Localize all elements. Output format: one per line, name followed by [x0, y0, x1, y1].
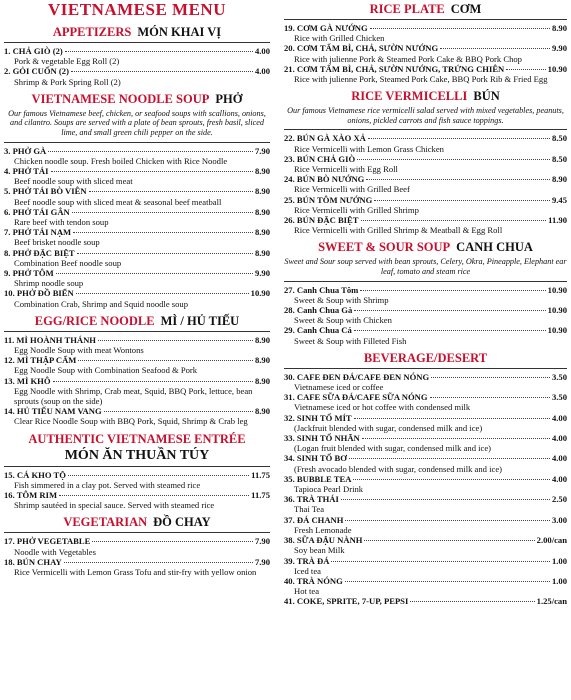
- dot-leader: [59, 495, 249, 496]
- menu-item: [284, 556, 567, 576]
- menu-item-description: Rice Vermicelli with Lemon Grass Tofu and stir-fry with yellow onion: [14, 567, 257, 578]
- divider: [284, 368, 567, 369]
- entree-heading: [4, 432, 270, 464]
- menu-item-name: 2. GỎI CUỐN (2): [4, 66, 69, 77]
- menu-item: [4, 355, 270, 375]
- menu-item: [284, 174, 567, 194]
- dot-leader: [73, 232, 253, 233]
- menu-item: [4, 46, 270, 66]
- beverage-heading-en: BEVERAGE/DESERT: [363, 350, 488, 365]
- menu-item-row: [284, 174, 567, 184]
- dot-leader: [51, 171, 253, 172]
- menu-item: [4, 335, 270, 355]
- menu-item-description: Rice Vermicelli with Egg Roll: [294, 164, 398, 175]
- menu-item-price: 4.00: [254, 66, 270, 77]
- menu-item-description: Shrimp sautéed in special sauce. Served with steamed rice: [14, 500, 215, 511]
- menu-item-description: Beef brisket noodle soup: [14, 237, 100, 248]
- menu-item-description: Vietnamese iced or coffee: [294, 382, 384, 393]
- dot-leader: [354, 330, 546, 331]
- menu-item-description: Thai Tea: [294, 504, 325, 515]
- menu-item-row: [284, 305, 567, 315]
- menu-item-description: (Jackfruit blended with sugar, condensed milk and ice): [294, 422, 483, 433]
- menu-item-description: Beef noodle soup with sliced meat & seasonal beef meatball: [14, 196, 222, 207]
- sour-soup-list: [284, 285, 567, 346]
- divider: [284, 129, 567, 130]
- menu-item-description: Combination Beef noodle soup: [14, 257, 122, 268]
- left-column: [4, 0, 270, 577]
- entree-heading-vi: MÓN ĂN THUẦN TÚY: [64, 447, 210, 463]
- menu-item: [284, 474, 567, 494]
- menu-item: [284, 392, 567, 412]
- menu-item-name: 14. HỦ TIẾU NAM VANG: [4, 406, 102, 417]
- menu-title: VIETNAMESE MENU: [48, 0, 226, 19]
- menu-item-row: [4, 335, 270, 345]
- menu-item-name: 35. BUBBLE TEA: [284, 473, 352, 484]
- menu-item-row: [4, 490, 270, 500]
- menu-item-row: [284, 515, 567, 525]
- dot-leader: [56, 273, 253, 274]
- menu-item: [284, 325, 567, 345]
- menu-item-row: [4, 66, 270, 76]
- menu-item: [4, 557, 270, 577]
- menu-item-row: [284, 596, 567, 606]
- dot-leader: [64, 562, 253, 563]
- menu-item-row: [284, 392, 567, 402]
- dot-leader: [368, 138, 550, 139]
- pho-heading-vi: PHỞ: [215, 91, 243, 106]
- menu-item-description: Chicken noodle soup. Fresh boiled Chicken with Rice Noodle: [14, 155, 228, 166]
- menu-item-price: 10.90: [250, 288, 270, 299]
- menu-item-name: 24. BÚN BÒ NƯỚNG: [284, 174, 365, 185]
- menu-item-name: 27. Canh Chua Tôm: [284, 284, 359, 295]
- dot-leader: [345, 520, 550, 521]
- pho-heading: [4, 92, 270, 107]
- egg-noodle-heading-vi: MÌ / HỦ TIẾU: [160, 313, 240, 328]
- menu-item: [4, 166, 270, 186]
- menu-item-row: [284, 474, 567, 484]
- menu-item-price: 10.90: [547, 284, 567, 295]
- menu-item: [284, 372, 567, 392]
- menu-item-price: 7.90: [254, 536, 270, 547]
- menu-item-name: 19. CƠM GÀ NƯỚNG: [284, 23, 368, 33]
- menu-item: [284, 43, 567, 63]
- menu-item-row: [284, 535, 567, 545]
- vegetarian-list: [4, 536, 270, 577]
- appetizers-heading-vi: MÓN KHAI VỊ: [137, 25, 222, 39]
- menu-item-name: 13. MÌ KHÔ: [4, 375, 51, 386]
- menu-item-row: [4, 536, 270, 546]
- menu-item-description: Pork & vegetable Egg Roll (2): [14, 56, 120, 67]
- dot-leader: [104, 411, 253, 412]
- right-column: [284, 0, 567, 607]
- menu-item-name: 32. SINH TỐ MÍT: [284, 412, 352, 423]
- divider: [4, 142, 270, 143]
- menu-item: [284, 453, 567, 473]
- divider: [4, 42, 270, 43]
- menu-item-row: [4, 557, 270, 567]
- menu-item-price: 8.90: [254, 186, 270, 197]
- menu-item: [284, 305, 567, 325]
- menu-item-row: [284, 215, 567, 225]
- menu-item: [4, 66, 270, 86]
- menu-item-description: Clear Rice Noodle Soup with BBQ Pork, Squid, Shrimp & Crab leg: [14, 416, 248, 427]
- menu-item-row: [284, 576, 567, 586]
- menu-item-description: (Fresh avocado blended with sugar, condensed milk and ice): [294, 463, 502, 474]
- dot-leader: [65, 51, 253, 52]
- menu-item-name: 41. COKE, SPRITE, 7-UP, PEPSI: [284, 596, 409, 607]
- dot-leader: [431, 377, 550, 378]
- menu-item-name: 9. PHỞ TÔM: [4, 268, 54, 279]
- menu-item-name: 16. TÔM RIM: [4, 490, 58, 501]
- menu-item: [284, 596, 567, 606]
- menu-item-price: 9.45: [551, 194, 567, 205]
- dot-leader: [68, 475, 249, 476]
- menu-item-description: (Logan fruit blended with sugar, condensed milk and ice): [294, 443, 492, 454]
- menu-item-row: [284, 285, 567, 295]
- menu-item-description: Fresh Lemonade: [294, 524, 352, 535]
- menu-item-name: 4. PHỞ TÁI: [4, 166, 49, 176]
- dot-leader: [354, 310, 545, 311]
- menu-item-row: [284, 133, 567, 143]
- menu-item: [4, 146, 270, 166]
- sour-soup-note: Sweet and Sour soup served with bean sprouts, Celery, Okra, Pineapple, Elephant ear leaf, tomato and steam rice: [284, 257, 567, 277]
- menu-item-name: 11. MÌ HOÀNH THÁNH: [4, 334, 96, 345]
- dot-leader: [360, 290, 545, 291]
- menu-item-description: Rice with Grilled Chicken: [294, 33, 385, 44]
- menu-item: [284, 23, 567, 43]
- menu-item-name: 33. SINH TỐ NHÃN: [284, 433, 360, 444]
- menu-item-price: 10.90: [547, 305, 567, 316]
- menu-item: [284, 285, 567, 305]
- menu-item-price: 8.90: [254, 206, 270, 217]
- menu-item-row: [4, 227, 270, 237]
- menu-item-description: Fish simmered in a clay pot. Served with steamed rice: [14, 479, 201, 490]
- menu-item-description: Combination Crab, Shrimp and Squid noodle soup: [14, 298, 189, 309]
- dot-leader: [349, 458, 550, 459]
- beverage-list: [284, 372, 567, 607]
- menu-item-row: [284, 433, 567, 443]
- dot-leader: [354, 418, 550, 419]
- menu-item-name: 12. MÌ THẬP CẨM: [4, 355, 77, 366]
- vermicelli-heading-en: RICE VERMICELLI: [351, 89, 468, 104]
- dot-leader: [410, 601, 534, 602]
- sour-soup-heading-en: SWEET & SOUR SOUP: [318, 240, 451, 255]
- rice-plate-list: [284, 23, 567, 84]
- menu-item-description: Rice Vermicelli with Grilled Shrimp & Meatball & Egg Roll: [294, 225, 503, 236]
- menu-item-name: 29. Canh Chua Cá: [284, 325, 352, 336]
- dot-leader: [71, 71, 253, 72]
- menu-item: [4, 248, 270, 268]
- dot-leader: [362, 438, 550, 439]
- entree-list: [4, 470, 270, 511]
- menu-item-price: 9.90: [254, 268, 270, 279]
- menu-item-price: 8.50: [551, 153, 567, 164]
- appetizers-heading-en: APPETIZERS: [52, 25, 132, 39]
- dot-leader: [341, 499, 550, 500]
- menu-item: [284, 576, 567, 596]
- menu-item-price: 8.90: [254, 355, 270, 366]
- menu-item-price: 9.90: [551, 43, 567, 54]
- appetizers-list: [4, 46, 270, 87]
- menu-item-row: [4, 207, 270, 217]
- menu-item: [4, 227, 270, 247]
- menu-item-name: 25. BÚN TÔM NƯỚNG: [284, 194, 373, 205]
- menu-item: [284, 515, 567, 535]
- menu-item-description: Rice Vermicelli with Grilled Beef: [294, 184, 410, 195]
- menu-item-row: [4, 268, 270, 278]
- menu-item: [284, 195, 567, 215]
- menu-item-price: 11.75: [251, 469, 270, 480]
- menu-item-description: Rice with julienne Pork & Steamed Pork Cake & BBQ Pork Chop: [294, 53, 522, 64]
- vegetarian-heading-en: VEGETARIAN: [63, 515, 148, 530]
- egg-noodle-heading: [4, 314, 270, 329]
- menu-item-price: 8.90: [254, 227, 270, 238]
- menu-item: [4, 207, 270, 227]
- menu-item-description: Sweet & Soup with Filleted Fish: [294, 335, 407, 346]
- menu-item: [284, 133, 567, 153]
- menu-item-name: 40. TRÀ NÓNG: [284, 575, 343, 586]
- vermicelli-heading-vi: BÚN: [473, 89, 500, 104]
- sour-soup-heading: [284, 240, 567, 255]
- dot-leader: [53, 381, 253, 382]
- menu-item-description: Egg Noodle with Shrimp, Crab meat, Squid, BBQ Pork, lettuce, bean sprouts (soup on the side): [14, 385, 253, 407]
- menu-item-name: 3. PHỞ GÀ: [4, 145, 47, 156]
- menu-item: [284, 215, 567, 235]
- menu-item-price: 3.50: [551, 392, 567, 403]
- pho-list: [4, 146, 270, 309]
- menu-item-row: [284, 195, 567, 205]
- dot-leader: [72, 212, 253, 213]
- menu-item-description: Rice Vermicelli with Grilled Shrimp: [294, 204, 419, 215]
- divider: [284, 281, 567, 282]
- menu-item-price: 8.90: [254, 247, 270, 258]
- entree-heading-en: AUTHENTIC VIETNAMESE ENTRÉE: [28, 431, 246, 446]
- menu-item-name: 22. BÚN GÀ XÀO XẢ: [284, 133, 366, 144]
- menu-item: [284, 535, 567, 555]
- menu-item-price: 3.50: [551, 371, 567, 382]
- rice-plate-heading: [284, 2, 567, 17]
- menu-item: [284, 413, 567, 433]
- menu-item-price: 8.90: [551, 23, 567, 33]
- menu-item: [4, 186, 270, 206]
- menu-item-price: 7.90: [254, 556, 270, 567]
- menu-item-description: Soy bean Milk: [294, 545, 345, 556]
- beverage-heading: [284, 351, 567, 366]
- dot-leader: [506, 69, 545, 70]
- menu-item-description: Shrimp & Pork Spring Roll (2): [14, 76, 121, 87]
- menu-item-description: Sweet & Soup with Shrimp: [294, 294, 389, 305]
- menu-item-price: 4.00: [551, 473, 567, 484]
- menu-item-description: Rice with julienne Pork, Steamed Pork Cake, BBQ Pork Rib & Fried Egg: [294, 74, 548, 85]
- menu-item-description: Tapioca Pearl Drink: [294, 484, 364, 495]
- menu-item-row: [4, 470, 270, 480]
- menu-item-name: 15. CÁ KHO TỘ: [4, 469, 66, 480]
- menu-item-name: 26. BÚN ĐẶC BIỆT: [284, 215, 359, 226]
- menu-item: [284, 494, 567, 514]
- sour-soup-heading-vi: CANH CHUA: [456, 240, 533, 255]
- menu-item-row: [4, 46, 270, 56]
- menu-item-row: [284, 556, 567, 566]
- menu-item-description: Rice Vermicelli with Lemon Grass Chicken: [294, 143, 444, 154]
- menu-item-row: [284, 372, 567, 382]
- menu-item-name: 20. CƠM TẤM BÌ, CHẢ, SƯỜN NƯỚNG: [284, 43, 439, 54]
- dot-leader: [361, 220, 547, 221]
- menu-item-price: 4.00: [254, 46, 270, 56]
- menu-item-name: 39. TRÀ ĐÁ: [284, 555, 330, 566]
- menu-item-price: 4.00: [551, 433, 567, 444]
- menu-item: [4, 406, 270, 426]
- menu-item: [284, 433, 567, 453]
- menu-item-price: 7.90: [254, 145, 270, 156]
- menu-item: [4, 470, 270, 490]
- menu-item-name: 37. ĐÁ CHANH: [284, 514, 344, 525]
- menu-item-row: [284, 453, 567, 463]
- menu-item-row: [284, 413, 567, 423]
- menu-item: [4, 376, 270, 407]
- menu-item-description: Shrimp noodle soup: [14, 278, 84, 289]
- menu-item-name: 28. Canh Chua Gà: [284, 305, 353, 316]
- menu-item-row: [284, 494, 567, 504]
- menu-item-price: 10.90: [547, 63, 567, 74]
- divider: [284, 19, 567, 20]
- dot-leader: [331, 561, 550, 562]
- egg-noodle-list: [4, 335, 270, 427]
- appetizers-heading: [4, 25, 270, 40]
- menu-item-price: 8.90: [551, 174, 567, 185]
- menu-item-row: [284, 325, 567, 335]
- menu-item-row: [4, 355, 270, 365]
- menu-item-row: [4, 166, 270, 176]
- divider: [4, 331, 270, 332]
- dot-leader: [78, 360, 253, 361]
- menu-item-description: Vietnamese iced or hot coffee with condensed milk: [294, 402, 471, 413]
- menu-item-name: 8. PHỞ ĐẶC BIỆT: [4, 247, 75, 258]
- menu-item-name: 7. PHỞ TÁI NẠM: [4, 227, 72, 238]
- menu-item-description: Rare beef with tendon soup: [14, 217, 109, 228]
- menu-item-price: 11.75: [251, 490, 270, 501]
- divider: [4, 532, 270, 533]
- menu-item-name: 36. TRÀ THÁI: [284, 494, 339, 505]
- menu-item-description: Iced tea: [294, 565, 321, 576]
- menu-item-row: [4, 248, 270, 258]
- menu-item-name: 10. PHỞ ĐỒ BIỂN: [4, 288, 74, 299]
- dot-leader: [374, 200, 550, 201]
- menu-item-name: 34. SINH TỐ BƠ: [284, 453, 347, 464]
- vegetarian-heading-vi: ĐỒ CHAY: [153, 515, 211, 530]
- menu-item-row: [4, 376, 270, 386]
- dot-leader: [440, 48, 550, 49]
- dot-leader: [353, 479, 550, 480]
- menu-item-price: 8.90: [254, 375, 270, 386]
- menu-item: [284, 154, 567, 174]
- dot-leader: [98, 340, 253, 341]
- menu-item-row: [4, 288, 270, 298]
- dot-leader: [430, 397, 550, 398]
- menu-item-name: 21. CƠM TẤM BÌ, CHẢ, SƯỜN NƯỚNG, TRỨNG CHIÊN: [284, 63, 505, 74]
- menu-item-row: [4, 406, 270, 416]
- menu-item-price: 1.00: [551, 555, 567, 566]
- dot-leader: [357, 159, 550, 160]
- menu-item-price: 11.90: [548, 215, 567, 226]
- menu-item-row: [284, 23, 567, 33]
- egg-noodle-heading-en: EGG/RICE NOODLE: [34, 313, 155, 328]
- menu-item-price: 4.00: [551, 453, 567, 464]
- pho-heading-en: VIETNAMESE NOODLE SOUP: [31, 91, 210, 106]
- menu-item-description: Sweet & Soup with Chicken: [294, 315, 392, 326]
- vegetarian-heading: [4, 515, 270, 530]
- menu-item-price: 4.00: [551, 412, 567, 423]
- rice-plate-heading-en: RICE PLATE: [369, 2, 445, 16]
- menu-item: [4, 268, 270, 288]
- menu-item-name: 31. CAFE SỮA ĐÁ/CAFE SỮA NÓNG: [284, 392, 428, 403]
- menu-item-description: Egg Noodle Soup with Combination Seafood & Pork: [14, 365, 198, 376]
- menu-item-name: 5. PHỞ TÁI BÒ VIÊN: [4, 186, 87, 197]
- menu-item-price: 2.00/can: [536, 535, 567, 546]
- menu-item-description: Beef noodle soup with sliced meat: [14, 176, 133, 187]
- dot-leader: [370, 28, 550, 29]
- dot-leader: [77, 253, 253, 254]
- menu-item-price: 8.50: [551, 133, 567, 144]
- dot-leader: [366, 179, 550, 180]
- vermicelli-heading: [284, 89, 567, 104]
- menu-item-row: [284, 154, 567, 164]
- vermicelli-note: Our famous Vietnamese rice vermicelli salad served with mixed vegetables, peanuts, onions, pickled carrots and fish sauce toppings.: [287, 106, 564, 125]
- menu-item-name: 23. BÚN CHẢ GIÒ: [284, 153, 356, 164]
- menu-item: [4, 288, 270, 308]
- dot-leader: [89, 191, 253, 192]
- dot-leader: [92, 541, 253, 542]
- menu-item-description: Egg Noodle Soup with meat Wontons: [14, 345, 144, 356]
- menu-item-price: 3.00: [551, 514, 567, 525]
- menu-item-price: 1.00: [551, 575, 567, 586]
- dot-leader: [76, 293, 249, 294]
- menu-item-price: 10.90: [547, 325, 567, 336]
- menu-item: [4, 490, 270, 510]
- dot-leader: [364, 540, 534, 541]
- menu-item-row: [4, 186, 270, 196]
- menu-item: [4, 536, 270, 556]
- menu-item-price: 8.90: [254, 166, 270, 176]
- menu-item-name: 30. CAFE ĐEN ĐÁ/CAFE ĐEN NÓNG: [284, 371, 430, 382]
- vermicelli-list: [284, 133, 567, 235]
- menu-item-description: Noodle with Vegetables: [14, 546, 96, 557]
- menu-item-description: Hot tea: [294, 586, 320, 597]
- menu-item-name: 1. CHẢ GIÒ (2): [4, 46, 63, 56]
- dot-leader: [48, 151, 253, 152]
- dot-leader: [345, 581, 550, 582]
- menu-item-row: [4, 146, 270, 156]
- menu-item: [284, 64, 567, 84]
- menu-item-name: 18. BÚN CHAY: [4, 556, 62, 567]
- menu-item-price: 8.90: [254, 334, 270, 345]
- menu-item-price: 2.50: [551, 494, 567, 505]
- rice-plate-heading-vi: CƠM: [450, 2, 482, 16]
- menu-item-row: [284, 43, 567, 53]
- menu-item-name: 17. PHỞ VEGETABLE: [4, 536, 91, 547]
- menu-item-price: 1.25/can: [536, 596, 567, 607]
- menu-item-price: 8.90: [254, 406, 270, 417]
- divider: [4, 466, 270, 467]
- menu-item-row: [284, 64, 567, 74]
- menu-item-name: 38. SỮA ĐẬU NÀNH: [284, 535, 363, 546]
- menu-item-name: 6. PHỞ TÁI GÂN: [4, 206, 70, 217]
- pho-note: Our famous Vietnamese beef, chicken, or seafood soups with scallions, onions, and cilantro. Soups are served with a plate of bean sprouts, fresh basil, sliced lime, and small green chili pepper on the side.: [8, 108, 266, 137]
